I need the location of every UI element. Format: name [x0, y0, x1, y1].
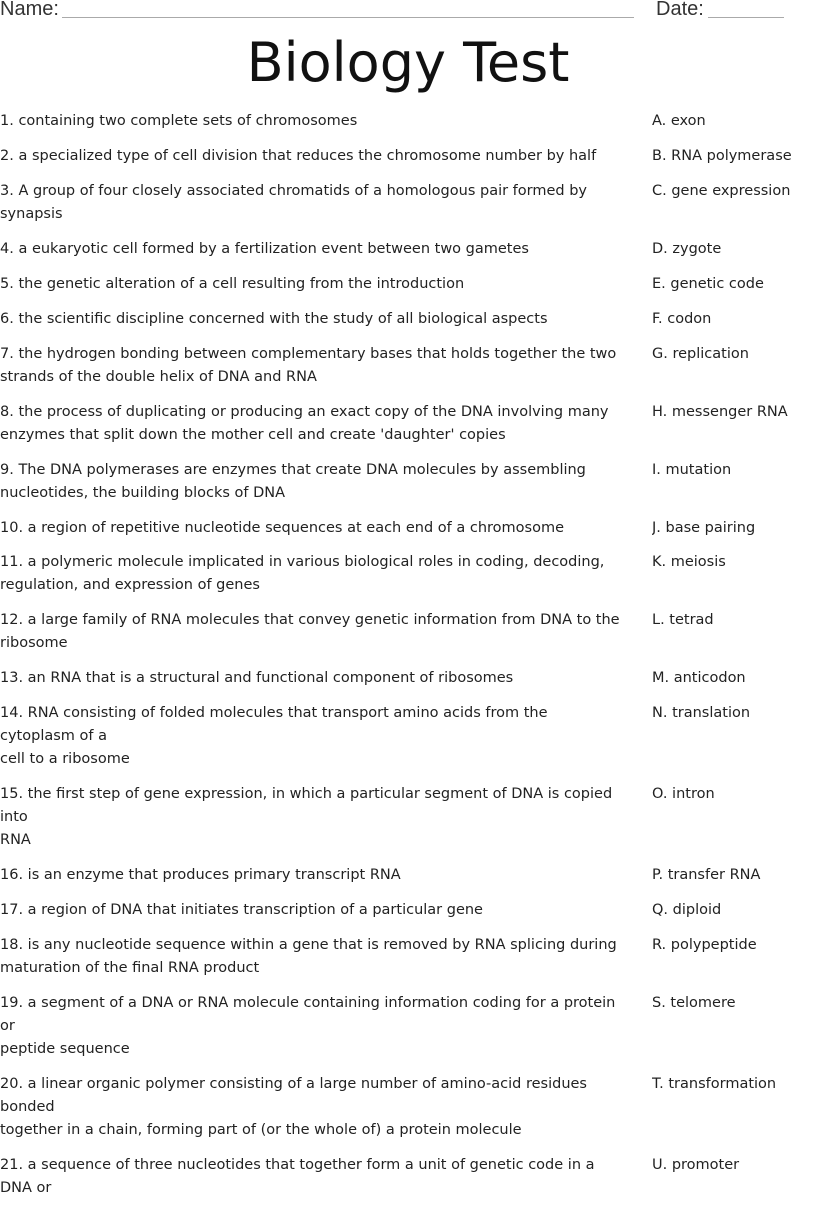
question-row: [0, 401, 816, 447]
question-row: [0, 1073, 816, 1142]
question-text: 7. the hydrogen bonding between complementary bases that holds together the two strands of the double helix of DNA and RNA: [0, 346, 617, 385]
question-text: 13. an RNA that is a structural and functional component of ribosomes: [0, 670, 514, 686]
date-blank[interactable]: [708, 17, 784, 18]
question-text: 3. A group of four closely associated chromatids of a homologous pair formed by synapsis: [0, 183, 592, 222]
question-row: [0, 1154, 816, 1200]
matching-list: [0, 110, 816, 1212]
question-text: 6. the scientific discipline concerned with the study of all biological aspects: [0, 311, 548, 327]
question-row: [0, 934, 816, 980]
answer-option: C. gene expression: [652, 183, 791, 199]
answer-option: J. base pairing: [652, 520, 756, 536]
question-row: [0, 145, 816, 168]
answer-option: U. promoter: [652, 1157, 740, 1173]
question-text: 11. a polymeric molecule implicated in various biological roles in coding, decoding, regulation, and expression of genes: [0, 554, 605, 593]
question-text: 20. a linear organic polymer consisting of a large number of amino-acid residues bonded together in a chain, forming part of (or the whole of) a protein molecule: [0, 1076, 587, 1138]
question-row: [0, 110, 816, 133]
question-text: 2. a specialized type of cell division that reduces the chromosome number by half: [0, 148, 597, 164]
answer-option: Q. diploid: [652, 902, 722, 918]
question-text: 14. RNA consisting of folded molecules that transport amino acids from the cytoplasm of a cell to a ribosome: [0, 705, 548, 767]
answer-option: F. codon: [652, 311, 712, 327]
question-row: [0, 459, 816, 505]
question-text: 12. a large family of RNA molecules that convey genetic information from DNA to the ribosome: [0, 612, 620, 651]
answer-option: G. replication: [652, 346, 749, 362]
question-text: 8. the process of duplicating or producing an exact copy of the DNA involving many enzymes that split down the mother cell and create 'daughter' copies: [0, 404, 609, 443]
question-row: [0, 667, 816, 690]
answer-option: R. polypeptide: [652, 937, 757, 953]
answer-option: K. meiosis: [652, 554, 726, 570]
answer-option: O. intron: [652, 786, 715, 802]
question-text: 10. a region of repetitive nucleotide sequences at each end of a chromosome: [0, 520, 565, 536]
answer-option: E. genetic code: [652, 276, 764, 292]
page-title: Biology Test: [246, 31, 570, 94]
answer-option: L. tetrad: [652, 612, 714, 628]
question-row: [0, 517, 816, 540]
name-label: Name:: [0, 0, 59, 20]
question-text: 4. a eukaryotic cell formed by a fertilization event between two gametes: [0, 241, 529, 257]
question-text: 16. is an enzyme that produces primary transcript RNA: [0, 867, 401, 883]
worksheet-header: [0, 0, 816, 24]
answer-option: B. RNA polymerase: [652, 148, 792, 164]
question-text: 18. is any nucleotide sequence within a gene that is removed by RNA splicing during maturation of the final RNA product: [0, 937, 617, 976]
question-text: 5. the genetic alteration of a cell resulting from the introduction: [0, 276, 465, 292]
question-text: 15. the first step of gene expression, in which a particular segment of DNA is copied into RNA: [0, 786, 613, 848]
question-row: [0, 992, 816, 1061]
answer-option: T. transformation: [652, 1076, 777, 1092]
question-row: [0, 899, 816, 922]
question-row: [0, 308, 816, 331]
question-text: 19. a segment of a DNA or RNA molecule containing information coding for a protein or peptide sequence: [0, 995, 616, 1057]
answer-option: A. exon: [652, 113, 706, 129]
answer-option: D. zygote: [652, 241, 722, 257]
name-blank[interactable]: [62, 17, 634, 18]
question-text: 9. The DNA polymerases are enzymes that create DNA molecules by assembling nucleotides, the building blocks of DNA: [0, 462, 586, 501]
answer-option: H. messenger RNA: [652, 404, 788, 420]
question-row: [0, 864, 816, 887]
answer-option: S. telomere: [652, 995, 736, 1011]
answer-option: N. translation: [652, 705, 751, 721]
question-row: [0, 273, 816, 296]
question-row: [0, 343, 816, 389]
question-row: [0, 551, 816, 597]
question-text: 1. containing two complete sets of chromosomes: [0, 113, 358, 129]
question-row: [0, 238, 816, 261]
answer-option: I. mutation: [652, 462, 732, 478]
question-row: [0, 702, 816, 771]
question-text: 17. a region of DNA that initiates transcription of a particular gene: [0, 902, 483, 918]
question-text: 21. a sequence of three nucleotides that together form a unit of genetic code in a DNA or: [0, 1157, 600, 1196]
date-label: Date:: [656, 0, 704, 20]
question-row: [0, 180, 816, 226]
question-row: [0, 609, 816, 655]
answer-option: M. anticodon: [652, 670, 746, 686]
answer-option: P. transfer RNA: [652, 867, 761, 883]
question-row: [0, 783, 816, 852]
